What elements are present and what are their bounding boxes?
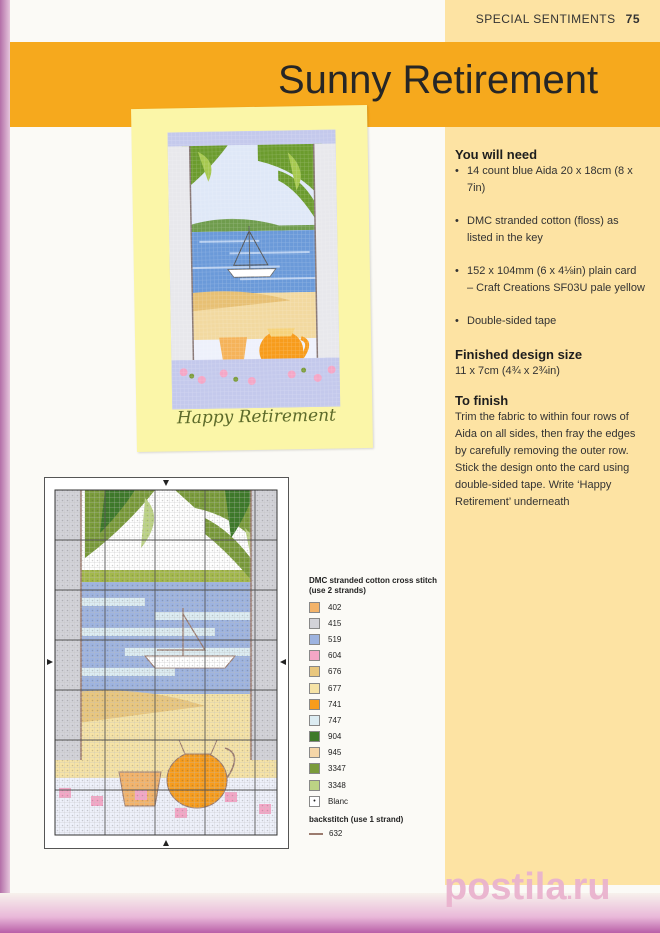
thread-swatch: •: [309, 796, 320, 807]
backstitch-title: backstitch (use 1 strand): [309, 815, 404, 825]
watermark: [444, 866, 611, 909]
thread-code: 904: [328, 732, 342, 742]
backstitch-line: [309, 833, 323, 835]
backstitch-row: [309, 825, 439, 841]
thread-swatch: [309, 699, 320, 710]
key-row: [309, 745, 439, 761]
thread-swatch: [309, 666, 320, 677]
thread-list: [309, 599, 439, 809]
running-header: [476, 12, 640, 26]
finished-card-photo: [131, 105, 373, 452]
key-row: [309, 793, 439, 809]
thread-swatch: [309, 715, 320, 726]
key-row: [309, 664, 439, 680]
design-size-heading: Finished design size: [455, 347, 583, 362]
key-row: [309, 648, 439, 664]
stitched-design: [167, 130, 340, 410]
key-row: [309, 777, 439, 793]
thread-swatch: [309, 634, 320, 645]
key-row: [309, 696, 439, 712]
key-row: [309, 761, 439, 777]
thread-swatch: [309, 602, 320, 613]
instructions-sidebar: [455, 146, 645, 523]
chart-grid-art: [45, 478, 288, 848]
thread-code: 3347: [328, 764, 346, 774]
key-row: [309, 615, 439, 631]
thread-code: Blanc: [328, 796, 349, 806]
thread-key: [309, 576, 439, 842]
materials-item: • DMC stranded cotton (floss) as listed in the key: [455, 213, 645, 247]
you-will-need-heading: You will need: [455, 147, 538, 162]
watermark-tld: ru: [572, 866, 611, 908]
thread-code: 677: [328, 683, 342, 693]
key-row: [309, 680, 439, 696]
page-title: Sunny Retirement: [278, 58, 599, 102]
thread-swatch: [309, 731, 320, 742]
materials-item: • 152 x 104mm (6 x 4⅛in) plain card – Craft Creations SF03U pale yellow: [455, 263, 645, 297]
thread-swatch: [309, 618, 320, 629]
thread-code: 402: [328, 602, 342, 612]
thread-code: 415: [328, 618, 342, 628]
card-caption: Happy Retirement: [176, 405, 337, 429]
thread-code: 3348: [328, 780, 346, 790]
thread-code: 676: [328, 667, 342, 677]
key-title: DMC stranded cotton cross stitch (use 2 strands): [309, 576, 438, 595]
thread-swatch: [309, 683, 320, 694]
finish-instructions: Trim the fabric to within four rows of Aida on all sides, then fray the edges by carefully removing the outer row. Stick the design onto the card using double-sided tape. Write ‘Happy Retirement’ underneath: [455, 411, 636, 508]
cross-stitch-chart: [44, 477, 289, 849]
materials-item: • Double-sided tape: [455, 313, 645, 330]
page-number: 75: [625, 12, 640, 26]
key-row: [309, 729, 439, 745]
to-finish-heading: To finish: [455, 393, 509, 408]
watermark-dot: .: [566, 879, 573, 904]
backstitch-code: 632: [329, 829, 343, 839]
page-spine: [0, 0, 10, 933]
thread-swatch: [309, 650, 320, 661]
materials-item: • 14 count blue Aida 20 x 18cm (8 x 7in): [455, 163, 645, 197]
design-size: 11 x 7cm (4¾ x 2¾in): [455, 365, 560, 377]
stitched-design-art: [167, 130, 340, 410]
key-row: [309, 599, 439, 615]
watermark-brand: postila: [444, 866, 567, 908]
section-title: SPECIAL SENTIMENTS: [475, 12, 616, 26]
thread-swatch: [309, 763, 320, 774]
thread-code: 741: [328, 699, 342, 709]
thread-code: 604: [328, 651, 342, 661]
thread-code: 747: [328, 715, 342, 725]
thread-code: 945: [328, 748, 342, 758]
materials-list: [455, 163, 645, 330]
thread-swatch: [309, 747, 320, 758]
thread-swatch: [309, 780, 320, 791]
key-row: [309, 631, 439, 647]
key-row: [309, 712, 439, 728]
thread-code: 519: [328, 634, 342, 644]
